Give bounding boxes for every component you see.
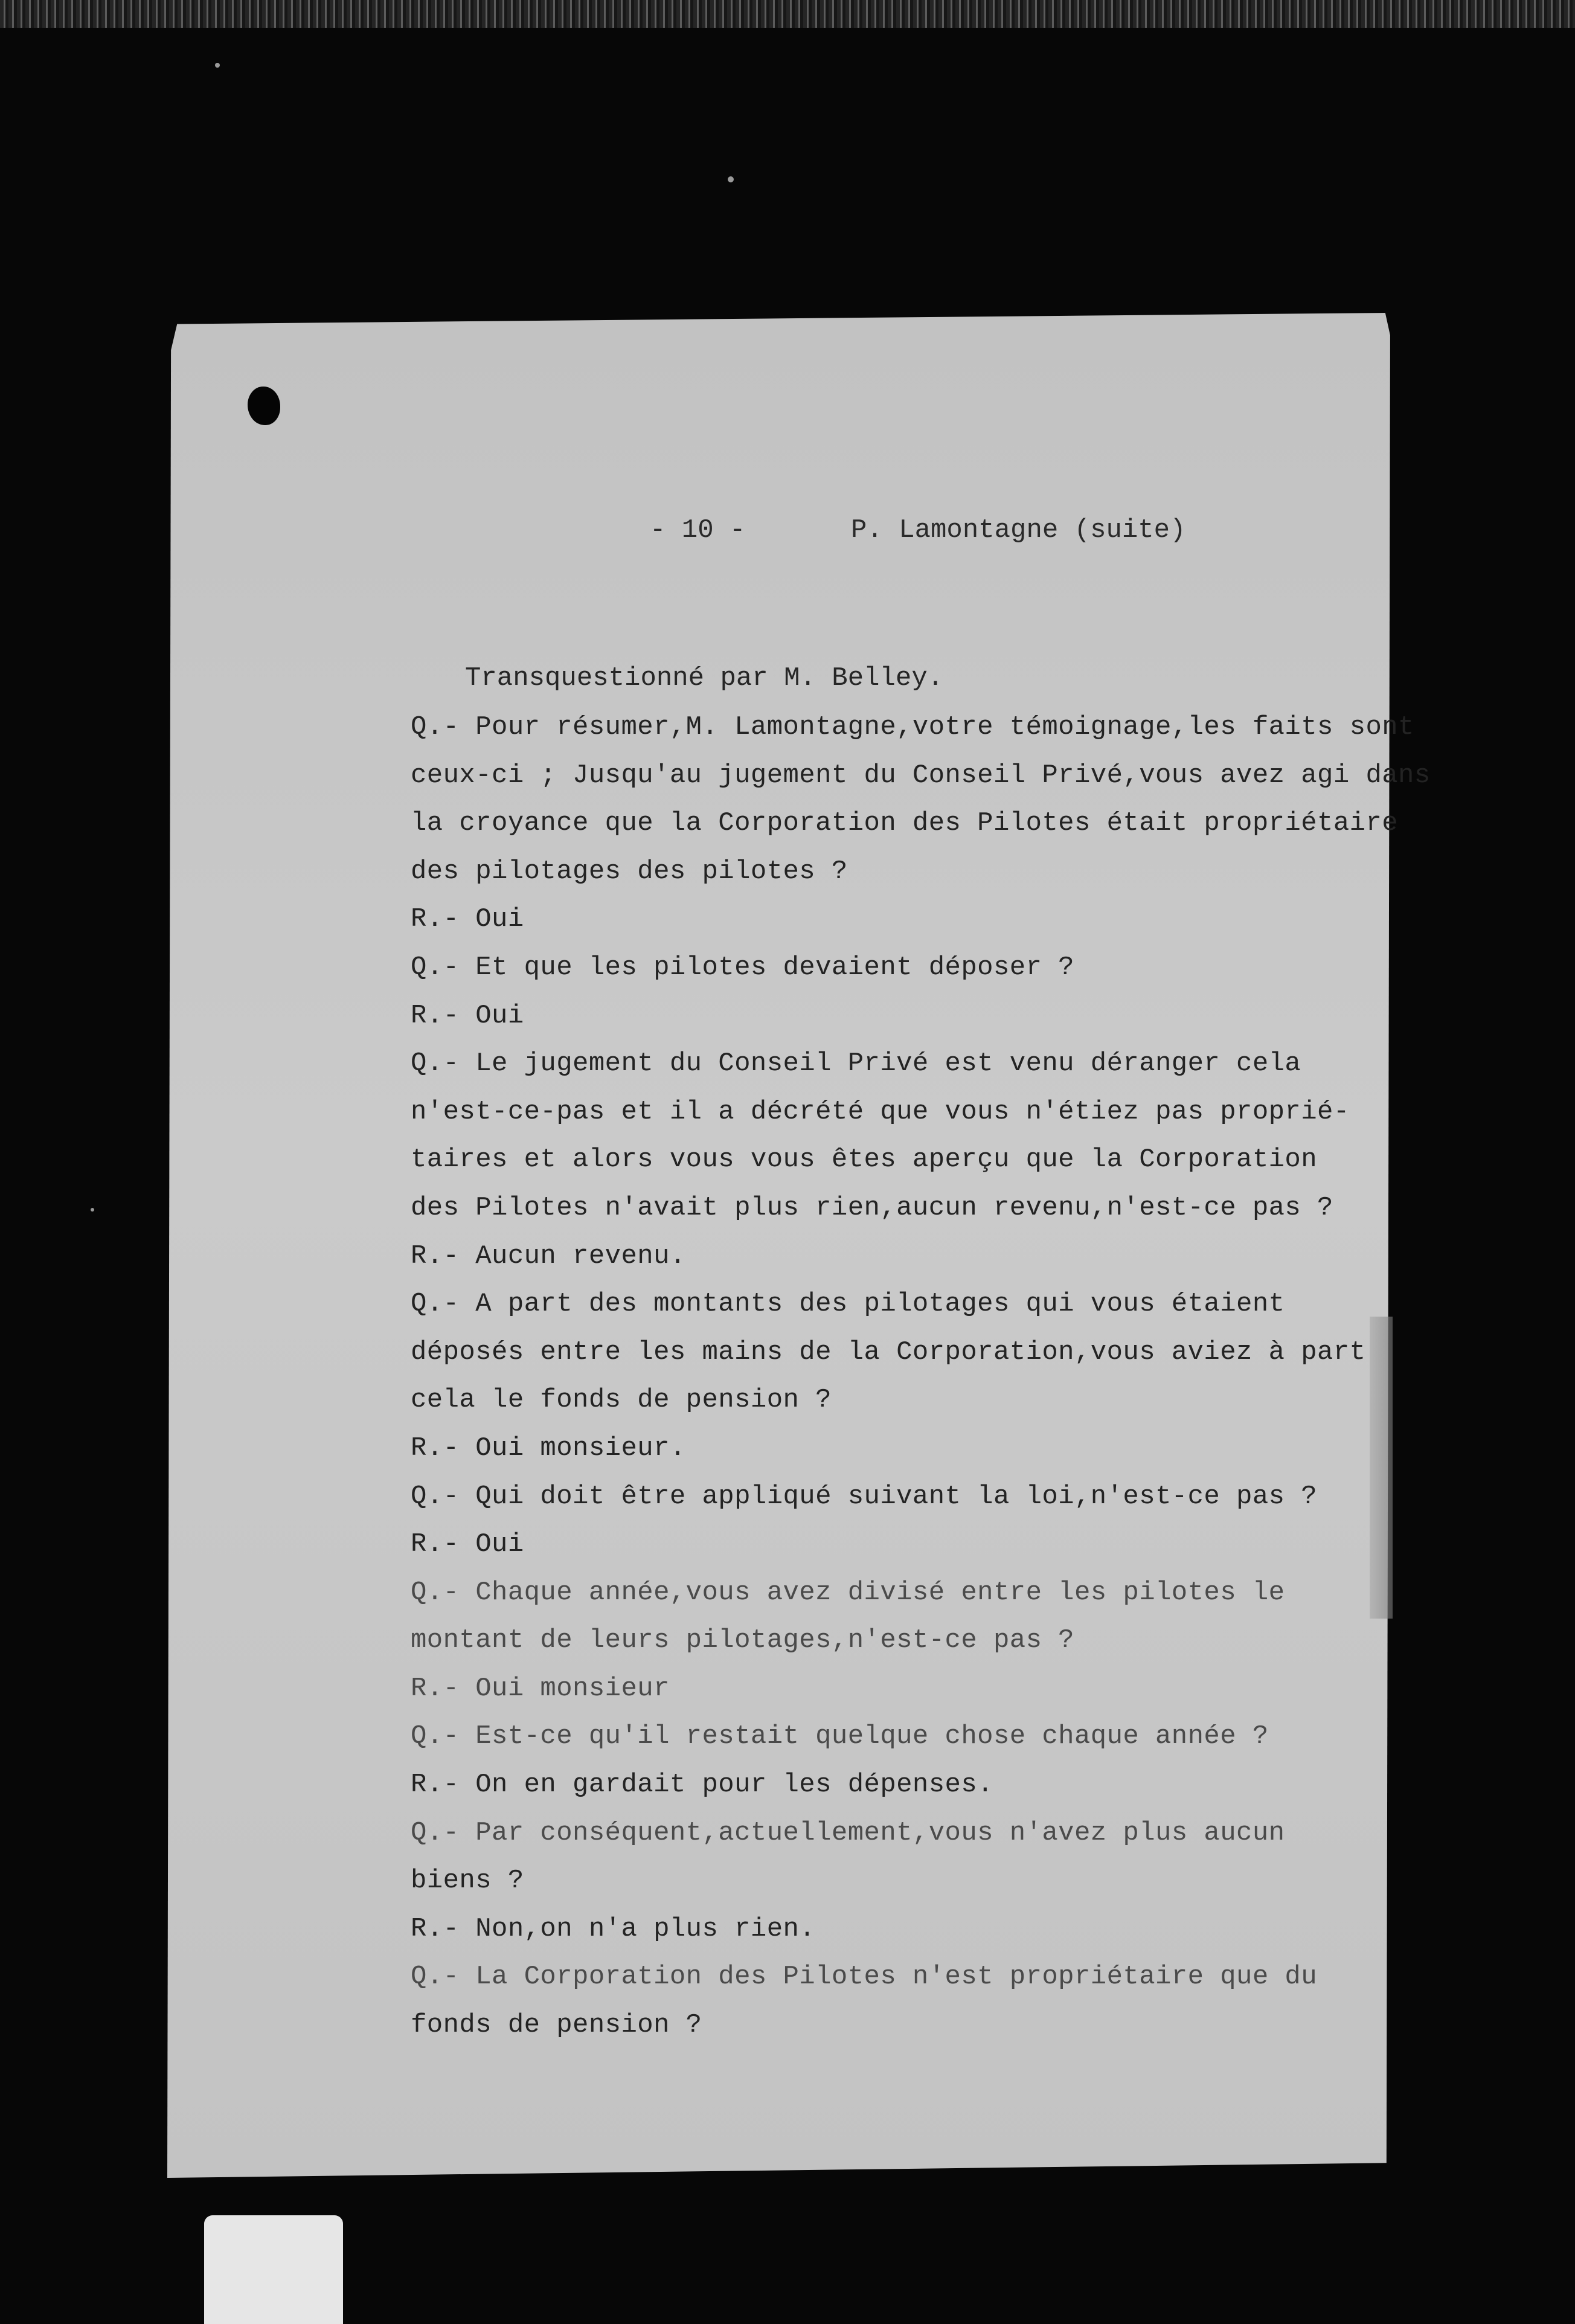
transcript-line: R.- Oui monsieur (411, 1673, 670, 1704)
transcript-line: Q.- Qui doit être appliqué suivant la loi,n'est-ce pas ? (411, 1481, 1318, 1512)
transcript-line: R.- Non,on n'a plus rien. (411, 1913, 816, 1944)
transcript-line: Q.- Par conséquent,actuellement,vous n'avez plus aucun (411, 1817, 1285, 1848)
film-label-tab (204, 2215, 343, 2324)
transcript-line: des pilotages des pilotes ? (411, 856, 848, 887)
paper-fold-shadow (1370, 1317, 1393, 1619)
transcript-line: Q.- Et que les pilotes devaient déposer ? (411, 952, 1074, 983)
transcript-line: fonds de pension ? (411, 2010, 702, 2041)
transcript-line: R.- Oui monsieur. (411, 1433, 686, 1463)
transcript-line: R.- Oui (411, 904, 524, 935)
transcript-line: cela le fonds de pension ? (411, 1385, 832, 1416)
punch-hole (248, 387, 280, 425)
dust-speck (215, 63, 220, 68)
transcript-line: des Pilotes n'avait plus rien,aucun revenu,n'est-ce pas ? (411, 1192, 1333, 1223)
transcript-line: déposés entre les mains de la Corporation,vous aviez à part (411, 1337, 1366, 1367)
dust-speck (728, 176, 734, 182)
page-header (650, 515, 1193, 551)
transcript-line: Q.- Pour résumer,M. Lamontagne,votre témoignage,les faits sont (411, 712, 1414, 742)
transcript-line: n'est-ce-pas et il a décrété que vous n'étiez pas proprié- (411, 1096, 1350, 1127)
transcript-line: Q.- Le jugement du Conseil Privé est venu déranger cela (411, 1048, 1301, 1079)
transcript-line: montant de leurs pilotages,n'est-ce pas ? (411, 1625, 1074, 1656)
transcript-line: taires et alors vous vous êtes aperçu que la Corporation (411, 1144, 1318, 1175)
transcript-line: R.- Aucun revenu. (411, 1241, 686, 1271)
transcript-line: la croyance que la Corporation des Pilotes était propriétaire (411, 808, 1399, 839)
transcript-line: R.- On en gardait pour les dépenses. (411, 1770, 993, 1800)
dust-speck (91, 1208, 94, 1212)
transcript-line: biens ? (411, 1866, 524, 1896)
transcript-line: ceux-ci ; Jusqu'au jugement du Conseil Privé,vous avez agi dans (411, 760, 1431, 791)
transcript-line: R.- Oui (411, 1000, 524, 1031)
transcript-line: Q.- Chaque année,vous avez divisé entre les pilotes le (411, 1577, 1285, 1608)
examination-intro: Transquestionné par M. Belley. (465, 663, 944, 693)
film-edge (0, 0, 1575, 28)
transcript-line: Q.- A part des montants des pilotages qui vous étaient (411, 1289, 1285, 1320)
witness-heading: P. Lamontagne (suite) (851, 515, 1186, 545)
transcript-line: Q.- Est-ce qu'il restait quelque chose chaque année ? (411, 1721, 1269, 1752)
transcript-lines (411, 704, 1431, 2050)
transcript-line: R.- Oui (411, 1529, 524, 1560)
transcript-line: Q.- La Corporation des Pilotes n'est propriétaire que du (411, 1962, 1318, 1992)
page-number: - 10 - (650, 515, 746, 545)
